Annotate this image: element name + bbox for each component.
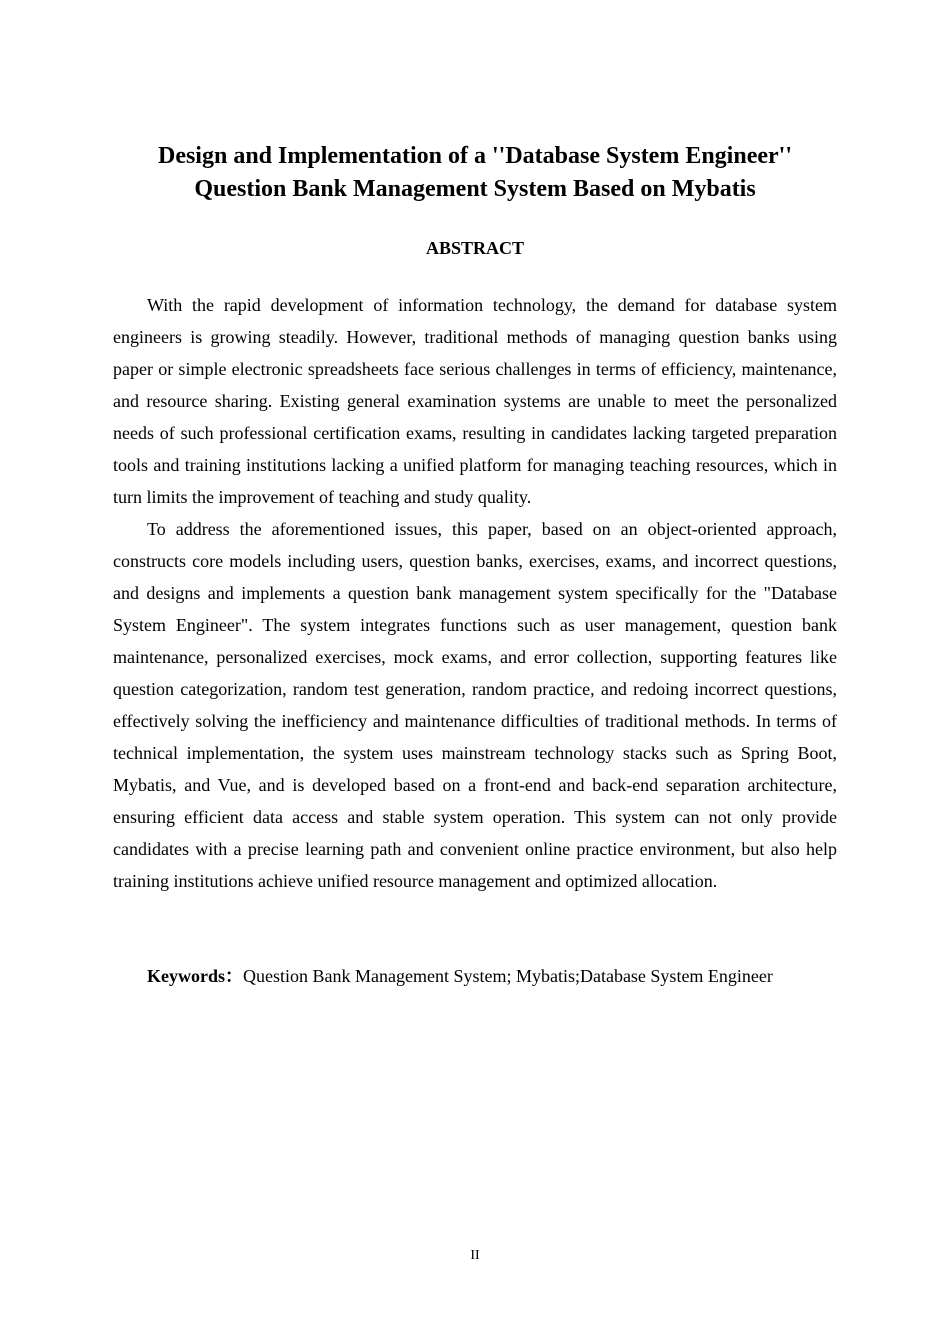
- abstract-paragraph-2: To address the aforementioned issues, this paper, based on an object-oriented approach, constructs core models including users, question banks, exercises, exams, and incorrect questions, and designs and implements a question bank management system specifically for the "Database System Engineer". The system integrates functions such as user management, question bank maintenance, personalized exercises, mock exams, and error collection, supporting features like question categorization, random test generation, random practice, and redoing incorrect questions, effectively solving the inefficiency and maintenance difficulties of traditional methods. In terms of technical implementation, the system uses mainstream technology stacks such as Spring Boot, Mybatis, and Vue, and is developed based on a front-end and back-end separation architecture, ensuring efficient data access and stable system operation. This system can not only provide candidates with a precise learning path and convenient online practice environment, but also help training institutions achieve unified resource management and optimized allocation.: [113, 519, 837, 891]
- abstract-body: [113, 289, 837, 897]
- abstract-heading: ABSTRACT: [425, 238, 525, 258]
- keywords-label: Keywords：: [147, 966, 243, 986]
- abstract-paragraph-1: With the rapid development of information technology, the demand for database system engineers is growing steadily. However, traditional methods of managing question banks using paper or simple electronic spreadsheets face serious challenges in terms of efficiency, maintenance, and resource sharing. Existing general examination systems are unable to meet the personalized needs of such professional certification exams, resulting in candidates lacking targeted preparation tools and training institutions lacking a unified platform for managing teaching resources, which in turn limits the improvement of teaching and study quality.: [113, 295, 837, 507]
- keywords-line: [147, 960, 837, 992]
- paper-title-line-2: Question Bank Management System Based on Mybatis: [194, 176, 756, 202]
- page-number: II: [470, 1248, 480, 1263]
- keywords-value: Question Bank Management System; Mybatis;Database System Engineer: [243, 966, 773, 986]
- paper-title: [113, 140, 837, 206]
- paper-title-line-1: Design and Implementation of a ''Database System Engineer'': [157, 143, 792, 169]
